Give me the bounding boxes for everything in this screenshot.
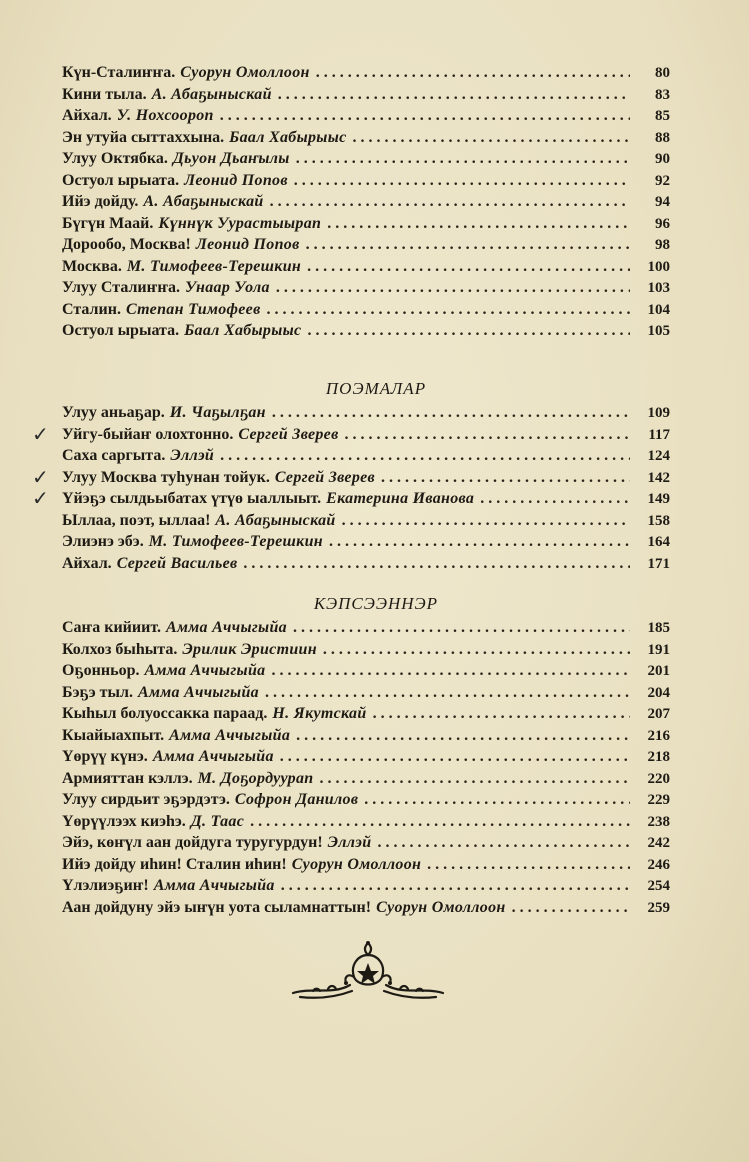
entry-page-number: 80 (655, 65, 670, 81)
entry-title: Айхал. (62, 107, 112, 124)
dot-leader (373, 703, 630, 725)
dot-leader (278, 84, 630, 106)
section-heading: ПОЭМАЛАР (325, 379, 427, 398)
entry-author: Күннүк Уурастыырап (158, 214, 322, 232)
entry-title: Улуу сирдьит эҕэрдэтэ. (62, 791, 230, 808)
dot-leader (306, 234, 630, 256)
entry-author: Сергей Зверев (274, 468, 375, 486)
entry-author: Леонид Попов (195, 236, 300, 253)
entry-page-number: 254 (647, 878, 670, 894)
toc-section-kepseenner (62, 591, 670, 918)
entry-author: Эрилик Эристиин (182, 640, 317, 658)
entry-title: Күн-Сталиҥҥа. (62, 64, 176, 81)
toc-entry (62, 105, 670, 127)
dot-leader (270, 191, 630, 213)
toc-section-poems (62, 62, 670, 342)
entry-title: Үөрүү күнэ. (62, 748, 148, 765)
entry-author: Д. Таас (190, 812, 245, 830)
entry-page-number: 201 (647, 663, 670, 679)
entry-title: Саҥа кийиит. (62, 619, 161, 636)
entry-title: Москва. (62, 257, 122, 275)
entry-author: Амма Аччыгыйа (137, 683, 259, 701)
entry-page-number: 216 (647, 727, 670, 744)
dot-leader (265, 682, 630, 704)
entry-page-number: 191 (647, 641, 670, 658)
pencil-checkmark-icon: ✓ (32, 464, 49, 489)
entry-author: Эллэй (170, 447, 215, 464)
entry-author: М. Тимофеев-Терешкин (148, 533, 323, 550)
entry-title: Сталин. (62, 300, 121, 318)
entry-page-number: 109 (647, 405, 670, 421)
toc-entry (62, 811, 670, 833)
entry-page-number: 204 (647, 684, 670, 701)
dot-leader (294, 170, 630, 192)
entry-title: Үөрүүлээх киэһэ. (62, 812, 186, 830)
entry-page-number: 104 (647, 301, 670, 318)
toc-entry (62, 703, 670, 725)
entry-page-number: 242 (647, 835, 670, 851)
toc-entry (62, 768, 670, 790)
entry-title: Үйэҕэ сылдьыбатах үтүө ыаллыыт. (62, 490, 322, 507)
dot-leader (342, 510, 630, 532)
toc-entry (62, 639, 670, 661)
entry-title: Үлэлиэҕиҥ! (62, 877, 149, 894)
entry-page-number: 117 (648, 426, 670, 443)
entry-title: Бүгүн Маай. (62, 214, 154, 232)
entry-title: Кыайыахпыт. (62, 726, 165, 744)
entry-title: Колхоз быһыта. (62, 640, 178, 658)
entry-page-number: 96 (655, 215, 670, 232)
toc-entry (62, 660, 670, 682)
entry-page-number: 88 (655, 129, 670, 146)
toc-entry (62, 832, 670, 854)
entry-page-number: 90 (655, 151, 670, 167)
entry-page-number: 100 (647, 258, 670, 275)
entry-page-number: 103 (647, 280, 670, 296)
entry-author: Софрон Данилов (234, 791, 359, 808)
dot-leader (512, 897, 630, 919)
toc-entry (62, 234, 670, 256)
dot-leader (267, 299, 630, 321)
toc-entry (62, 746, 670, 768)
dot-leader (480, 488, 630, 510)
dot-leader (316, 62, 630, 84)
pencil-checkmark-icon: ✓ (32, 421, 49, 446)
entry-title: Эйэ, көҥүл аан дойдуга туругурдун! (62, 834, 323, 851)
toc-entry (62, 127, 670, 149)
entry-page-number: 124 (647, 448, 670, 464)
section-heading: КЭПСЭЭННЭР (313, 594, 439, 613)
toc-entry (62, 725, 670, 747)
entry-author: М. Доҕордуурап (197, 769, 314, 787)
dot-leader (364, 789, 630, 811)
entry-page-number: 171 (647, 555, 670, 572)
entry-author: Леонид Попов (184, 171, 288, 189)
entry-author: Сергей Васильев (116, 554, 238, 572)
entry-author: А. Абаҕыныскай (215, 511, 336, 529)
entry-author: Степан Тимофеев (125, 300, 261, 318)
toc-entry (62, 256, 670, 278)
entry-author: Эллэй (327, 834, 372, 851)
entry-title: Улуу Сталиҥҥа. (62, 279, 180, 296)
dot-leader (307, 320, 630, 342)
floral-vignette-icon (288, 935, 448, 1005)
entry-title: Кини тыла. (62, 85, 147, 103)
entry-title: Улуу Октябка. (62, 150, 168, 167)
toc-entry (62, 277, 670, 299)
toc-entry (62, 682, 670, 704)
entry-author: Баал Хабырыыс (229, 128, 347, 146)
entry-title: Бэҕэ тыл. (62, 683, 133, 701)
toc-entry (62, 875, 670, 897)
entry-title: Дорообо, Москва! (62, 236, 191, 253)
toc-entry (62, 617, 670, 639)
toc-entry (62, 148, 670, 170)
dot-leader (271, 660, 630, 682)
entry-author: М. Тимофеев-Терешкин (126, 257, 302, 275)
dot-leader (329, 531, 630, 553)
dot-leader (296, 725, 630, 747)
dot-leader (381, 467, 630, 489)
toc-entry (62, 170, 670, 192)
entry-page-number: 105 (647, 323, 670, 339)
entry-author: А. Абаҕыныскай (151, 85, 272, 103)
entry-page-number: 94 (655, 194, 670, 210)
entry-title: Улуу Москва туһунан тойук. (62, 468, 270, 486)
dot-leader (323, 639, 630, 661)
toc-entry (62, 531, 670, 553)
toc-entry (62, 553, 670, 575)
dot-leader (307, 256, 630, 278)
entry-page-number: 238 (647, 813, 670, 830)
entry-author: Амма Аччыгыйа (153, 877, 275, 894)
entry-author: Суорун Омоллоон (376, 898, 506, 916)
pencil-checkmark-icon: ✓ (32, 486, 49, 510)
entry-author: Суорун Омоллоон (180, 64, 310, 81)
entry-page-number: 149 (647, 491, 670, 507)
entry-page-number: 85 (655, 108, 670, 124)
entry-page-number: 207 (647, 706, 670, 722)
dot-leader (243, 553, 630, 575)
toc-entry (62, 299, 670, 321)
dot-leader (281, 875, 630, 897)
entry-author: Амма Аччыгыйа (169, 726, 291, 744)
toc-entry (32, 421, 670, 446)
entry-author: Н. Якутскай (272, 705, 367, 722)
toc-entry (32, 486, 670, 510)
entry-author: И. Чаҕылҕан (169, 404, 266, 421)
dot-leader (377, 832, 630, 854)
toc-entry (62, 510, 670, 532)
toc-section-poemalar (32, 376, 670, 574)
entry-title: Ийэ дойду. (62, 193, 139, 210)
entry-page-number: 246 (647, 856, 670, 873)
entry-author: Баал Хабырыыс (184, 322, 302, 339)
entry-page-number: 259 (647, 899, 670, 916)
toc-entry (62, 320, 670, 342)
toc-entry (62, 191, 670, 213)
entry-title: Саха саргыта. (62, 447, 166, 464)
dot-leader (220, 445, 630, 467)
toc-entry (62, 854, 670, 876)
entry-page-number: 142 (647, 469, 670, 486)
entry-title: Улуу аньаҕар. (62, 404, 165, 421)
entry-title: Остуол ырыата. (62, 171, 180, 189)
entry-page-number: 83 (655, 86, 670, 103)
entry-page-number: 98 (655, 237, 670, 253)
entry-author: Сергей Зверев (238, 425, 339, 443)
entry-author: А. Абаҕыныскай (143, 193, 264, 210)
dot-leader (353, 127, 631, 149)
entry-author: Екатерина Иванова (326, 490, 475, 507)
entry-title: Остуол ырыата. (62, 322, 180, 339)
toc-entry (62, 789, 670, 811)
entry-title: Оҕонньор. (62, 662, 140, 679)
dot-leader (220, 105, 630, 127)
dot-leader (319, 768, 630, 790)
entry-author: Унаар Уола (185, 279, 270, 296)
dot-leader (276, 277, 630, 299)
dot-leader (296, 148, 630, 170)
dot-leader (272, 402, 630, 424)
entry-page-number: 185 (647, 620, 670, 636)
dot-leader (250, 811, 630, 833)
entry-title: Армияттан кэллэ. (62, 769, 193, 787)
entry-title: Эн утуйа сыттаххына. (62, 128, 225, 146)
entry-page-number: 218 (647, 749, 670, 765)
entry-title: Кыһыл болуоссакка параад. (62, 705, 268, 722)
toc-entry (62, 445, 670, 467)
entry-author: Дьуон Дьаҥылы (172, 150, 290, 167)
dot-leader (427, 854, 630, 876)
dot-leader (345, 424, 630, 446)
entry-page-number: 220 (647, 770, 670, 787)
entry-author: Амма Аччыгыйа (144, 662, 266, 679)
dot-leader (293, 617, 630, 639)
dot-leader (327, 213, 630, 235)
toc-entry (62, 213, 670, 235)
entry-title: Элиэнэ эбэ. (62, 533, 144, 550)
entry-page-number: 229 (647, 792, 670, 808)
entry-author: Суорун Омоллоон (291, 855, 422, 873)
toc-entry (62, 84, 670, 106)
toc-entry (62, 62, 670, 84)
entry-page-number: 92 (655, 172, 670, 189)
entry-title: Уйгу-быйаҥ олохтонно. (62, 425, 234, 443)
entry-page-number: 164 (647, 534, 670, 550)
entry-page-number: 158 (647, 512, 670, 529)
entry-author: Амма Аччыгыйа (152, 748, 274, 765)
entry-title: Аан дойдуну эйэ ыҥүн уота сыламнаттын! (62, 898, 372, 916)
entry-title: Ийэ дойду иһин! Сталин иһин! (62, 855, 287, 873)
dot-leader (280, 746, 630, 768)
toc-entry (32, 464, 670, 489)
toc-entry (62, 402, 670, 424)
entry-author: У. Нохсоороп (116, 107, 214, 124)
toc-entry (62, 897, 670, 919)
entry-title: Ыллаа, поэт, ыллаа! (62, 511, 211, 529)
entry-author: Амма Аччыгыйа (165, 619, 287, 636)
entry-title: Айхал. (62, 554, 112, 572)
